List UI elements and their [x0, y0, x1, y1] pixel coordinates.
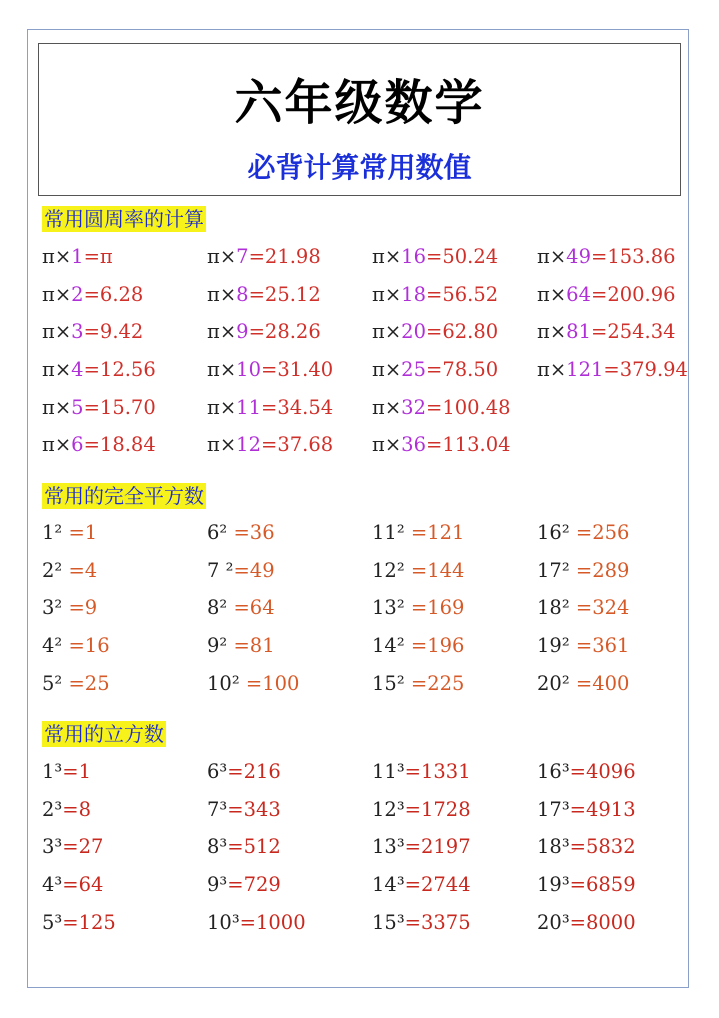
- pi-prefix: π×: [537, 320, 567, 344]
- equals-sign: =: [260, 358, 278, 382]
- multiplier: 1: [71, 245, 84, 268]
- formula-cell: [207, 596, 275, 620]
- result-value: 1: [78, 760, 91, 783]
- power-base: 6³: [207, 760, 228, 783]
- result-value: 8000: [585, 910, 636, 934]
- formula-cell: [537, 521, 629, 545]
- equals-sign: =: [83, 245, 100, 268]
- result-value: 1331: [420, 760, 471, 783]
- multiplier: 12: [236, 433, 261, 457]
- table-row: [42, 358, 688, 396]
- power-base: 17²: [537, 558, 576, 582]
- formula-cell: [372, 559, 464, 583]
- multiplier: 10: [236, 358, 261, 382]
- formula-cell: [372, 911, 471, 935]
- equals-sign: =: [410, 558, 428, 582]
- result-value: 113.04: [442, 433, 511, 457]
- result-value: 27: [78, 835, 104, 859]
- result-value: 4: [84, 558, 98, 582]
- equals-sign: =: [410, 671, 428, 695]
- formula-cell: [42, 596, 97, 620]
- table-row: [42, 634, 682, 672]
- pi-prefix: π×: [537, 282, 567, 306]
- power-base: 20²: [537, 671, 576, 695]
- result-value: 31.40: [277, 358, 334, 382]
- pi-prefix: π×: [207, 358, 237, 382]
- equals-sign: =: [575, 521, 593, 544]
- formula-cell: [42, 760, 91, 784]
- equals-sign: =: [410, 596, 428, 620]
- pi-prefix: π×: [42, 433, 72, 457]
- equals-sign: =: [83, 395, 100, 419]
- multiplier: 11: [236, 395, 261, 419]
- multiplier: 121: [566, 358, 604, 382]
- formula-cell: [537, 798, 636, 822]
- equals-sign: =: [425, 433, 443, 457]
- equals-sign: =: [575, 558, 593, 582]
- formula-cell: [537, 245, 676, 269]
- table-row: [42, 396, 682, 434]
- result-value: 144: [427, 558, 465, 582]
- power-base: 10²: [207, 671, 246, 695]
- result-value: 34.54: [277, 395, 334, 419]
- result-value: 49: [249, 558, 275, 582]
- power-base: 7 ²: [207, 558, 234, 582]
- power-base: 8²: [207, 596, 234, 620]
- formula-cell: [372, 596, 464, 620]
- multiplier: 49: [566, 245, 591, 268]
- power-base: 20³: [537, 910, 570, 934]
- formula-cell: [207, 283, 321, 307]
- formula-cell: [42, 835, 103, 859]
- result-value: 81: [249, 634, 275, 658]
- table-row: [42, 760, 682, 798]
- result-value: 200.96: [607, 282, 676, 306]
- formula-cell: [42, 911, 116, 935]
- table-row: [42, 433, 682, 471]
- result-value: 4096: [585, 760, 636, 783]
- formula-cell: [537, 320, 676, 344]
- power-base: 18²: [537, 596, 576, 620]
- table-row: [42, 798, 682, 836]
- multiplier: 81: [566, 320, 591, 344]
- equals-sign: =: [404, 835, 421, 859]
- equals-sign: =: [404, 910, 421, 934]
- table-row: [42, 835, 682, 873]
- pi-prefix: π×: [372, 358, 402, 382]
- equals-sign: =: [233, 521, 250, 544]
- result-value: π: [99, 245, 113, 268]
- result-value: 100: [262, 671, 300, 695]
- result-value: 196: [427, 634, 465, 658]
- pi-prefix: π×: [42, 320, 72, 344]
- pi-prefix: π×: [372, 320, 402, 344]
- equals-sign: =: [68, 671, 85, 695]
- result-value: 3375: [420, 910, 471, 934]
- equals-sign: =: [603, 358, 620, 382]
- equals-sign: =: [248, 320, 265, 344]
- result-value: 1000: [255, 910, 306, 934]
- equals-sign: =: [575, 634, 593, 658]
- pi-prefix: π×: [372, 282, 402, 306]
- power-base: 17³: [537, 797, 570, 821]
- multiplier: 32: [401, 395, 426, 419]
- formula-cell: [42, 521, 97, 545]
- equals-sign: =: [404, 873, 421, 897]
- pi-prefix: π×: [372, 395, 402, 419]
- equals-sign: =: [62, 760, 79, 783]
- equals-sign: =: [404, 760, 421, 783]
- equals-sign: =: [410, 634, 428, 658]
- pi-prefix: π×: [207, 245, 237, 268]
- table-row: [42, 283, 682, 321]
- power-base: 13²: [372, 596, 411, 620]
- formula-cell: [42, 433, 156, 457]
- result-value: 153.86: [607, 245, 676, 268]
- result-value: 50.24: [442, 245, 499, 268]
- result-value: 78.50: [442, 358, 499, 382]
- equals-sign: =: [260, 433, 278, 457]
- result-value: 18.84: [99, 433, 156, 457]
- pi-prefix: π×: [372, 245, 402, 268]
- result-value: 512: [243, 835, 281, 859]
- equals-sign: =: [404, 797, 421, 821]
- equals-sign: =: [62, 835, 79, 859]
- formula-cell: [537, 596, 629, 620]
- equals-sign: =: [233, 634, 250, 658]
- power-base: 16²: [537, 521, 576, 544]
- equals-sign: =: [68, 521, 85, 544]
- equals-sign: =: [245, 671, 263, 695]
- formula-cell: [42, 672, 110, 696]
- formula-cell: [372, 835, 471, 859]
- result-value: 37.68: [277, 433, 334, 457]
- formula-cell: [372, 672, 464, 696]
- equals-sign: =: [68, 596, 85, 620]
- power-base: 2³: [42, 797, 63, 821]
- equals-sign: =: [575, 671, 593, 695]
- table-row: [42, 559, 682, 597]
- result-value: 6.28: [99, 282, 144, 306]
- pi-prefix: π×: [42, 282, 72, 306]
- power-base: 5²: [42, 671, 69, 695]
- power-base: 18³: [537, 835, 570, 859]
- power-base: 15²: [372, 671, 411, 695]
- power-base: 9³: [207, 873, 228, 897]
- cubes-section-title: 常用的立方数: [44, 722, 164, 746]
- formula-cell: [537, 835, 636, 859]
- formula-cell: [372, 358, 498, 382]
- table-row: [42, 873, 682, 911]
- page-title: 六年级数学: [234, 75, 485, 131]
- formula-cell: [207, 245, 321, 269]
- result-value: 289: [592, 558, 630, 582]
- result-value: 36: [249, 521, 275, 544]
- multiplier: 6: [71, 433, 84, 457]
- formula-cell: [207, 911, 306, 935]
- table-row: [42, 320, 682, 358]
- equals-sign: =: [62, 910, 79, 934]
- multiplier: 7: [236, 245, 249, 268]
- result-value: 343: [243, 797, 281, 821]
- equals-sign: =: [575, 596, 593, 620]
- formula-cell: [372, 760, 471, 784]
- result-value: 1: [84, 521, 98, 544]
- result-value: 21.98: [264, 245, 321, 268]
- equals-sign: =: [590, 282, 608, 306]
- result-value: 64: [249, 596, 275, 620]
- pi-prefix: π×: [42, 395, 72, 419]
- formula-cell: [372, 283, 498, 307]
- pi-table: [42, 245, 688, 471]
- result-value: 125: [78, 910, 116, 934]
- equals-sign: =: [68, 634, 85, 658]
- formula-cell: [207, 396, 333, 420]
- equals-sign: =: [590, 245, 608, 268]
- formula-cell: [207, 521, 275, 545]
- equals-sign: =: [62, 797, 79, 821]
- formula-cell: [537, 358, 688, 382]
- power-base: 2²: [42, 558, 69, 582]
- result-value: 361: [592, 634, 630, 658]
- equals-sign: =: [425, 395, 443, 419]
- formula-cell: [372, 245, 498, 269]
- formula-cell: [207, 433, 333, 457]
- result-value: 8: [78, 797, 91, 821]
- power-base: 15³: [372, 910, 405, 934]
- formula-cell: [207, 559, 275, 583]
- multiplier: 20: [401, 320, 426, 344]
- table-row: [42, 245, 682, 283]
- result-value: 1728: [420, 797, 471, 821]
- result-value: 121: [427, 521, 465, 544]
- formula-cell: [42, 320, 143, 344]
- multiplier: 8: [236, 282, 249, 306]
- power-base: 3²: [42, 596, 69, 620]
- table-row: [42, 911, 682, 949]
- result-value: 9: [84, 596, 98, 620]
- equals-sign: =: [83, 433, 100, 457]
- equals-sign: =: [68, 558, 85, 582]
- formula-cell: [537, 283, 676, 307]
- multiplier: 16: [401, 245, 426, 268]
- multiplier: 3: [71, 320, 84, 344]
- formula-cell: [372, 521, 464, 545]
- power-base: 14³: [372, 873, 405, 897]
- equals-sign: =: [83, 320, 100, 344]
- power-base: 11²: [372, 521, 411, 544]
- power-base: 19²: [537, 634, 576, 658]
- equals-sign: =: [62, 873, 79, 897]
- formula-cell: [537, 760, 636, 784]
- result-value: 216: [243, 760, 281, 783]
- formula-cell: [42, 634, 110, 658]
- formula-cell: [207, 873, 281, 897]
- result-value: 62.80: [442, 320, 499, 344]
- formula-cell: [207, 320, 321, 344]
- formula-cell: [207, 358, 333, 382]
- power-base: 1²: [42, 521, 69, 544]
- formula-cell: [42, 283, 143, 307]
- result-value: 254.34: [607, 320, 676, 344]
- multiplier: 9: [236, 320, 249, 344]
- multiplier: 25: [401, 358, 426, 382]
- equals-sign: =: [425, 245, 443, 268]
- formula-cell: [42, 245, 113, 269]
- power-base: 8³: [207, 835, 228, 859]
- equals-sign: =: [590, 320, 608, 344]
- result-value: 28.26: [264, 320, 321, 344]
- formula-cell: [372, 320, 498, 344]
- formula-cell: [207, 798, 281, 822]
- pi-section-title: 常用圆周率的计算: [44, 207, 204, 231]
- table-row: [42, 521, 682, 559]
- result-value: 64: [78, 873, 104, 897]
- multiplier: 2: [71, 282, 84, 306]
- pi-prefix: π×: [207, 395, 237, 419]
- formula-cell: [207, 760, 281, 784]
- multiplier: 4: [71, 358, 84, 382]
- power-base: 10³: [207, 910, 240, 934]
- equals-sign: =: [410, 521, 428, 544]
- equals-sign: =: [233, 558, 250, 582]
- equals-sign: =: [248, 245, 265, 268]
- result-value: 729: [243, 873, 281, 897]
- power-base: 4²: [42, 634, 69, 658]
- equals-sign: =: [260, 395, 278, 419]
- power-base: 6²: [207, 521, 234, 544]
- equals-sign: =: [569, 873, 586, 897]
- power-base: 11³: [372, 760, 405, 783]
- formula-cell: [207, 835, 281, 859]
- result-value: 379.94: [619, 358, 688, 382]
- result-value: 100.48: [442, 395, 511, 419]
- formula-cell: [42, 396, 156, 420]
- cubes-table: [42, 760, 682, 948]
- formula-cell: [372, 873, 471, 897]
- result-value: 4913: [585, 797, 636, 821]
- equals-sign: =: [227, 873, 244, 897]
- formula-cell: [372, 433, 511, 457]
- pi-prefix: π×: [42, 358, 72, 382]
- power-base: 13³: [372, 835, 405, 859]
- equals-sign: =: [239, 910, 256, 934]
- formula-cell: [537, 559, 629, 583]
- equals-sign: =: [227, 835, 244, 859]
- equals-sign: =: [569, 760, 586, 783]
- formula-cell: [42, 559, 97, 583]
- formula-cell: [537, 634, 629, 658]
- equals-sign: =: [248, 282, 265, 306]
- pi-prefix: π×: [537, 245, 567, 268]
- squares-table: [42, 521, 682, 709]
- pi-prefix: π×: [207, 282, 237, 306]
- formula-cell: [372, 798, 471, 822]
- pi-prefix: π×: [207, 320, 237, 344]
- power-base: 7³: [207, 797, 228, 821]
- result-value: 15.70: [99, 395, 156, 419]
- pi-prefix: π×: [372, 433, 402, 457]
- equals-sign: =: [227, 760, 244, 783]
- result-value: 2744: [420, 873, 471, 897]
- result-value: 25: [84, 671, 110, 695]
- power-base: 12³: [372, 797, 405, 821]
- equals-sign: =: [227, 797, 244, 821]
- title-box: [38, 43, 681, 196]
- table-row: [42, 672, 682, 710]
- multiplier: 5: [71, 395, 84, 419]
- formula-cell: [207, 634, 275, 658]
- formula-cell: [42, 358, 156, 382]
- result-value: 6859: [585, 873, 636, 897]
- page-subtitle: 必背计算常用数值: [247, 151, 472, 184]
- formula-cell: [537, 672, 629, 696]
- multiplier: 64: [566, 282, 591, 306]
- result-value: 256: [592, 521, 630, 544]
- power-base: 1³: [42, 760, 63, 783]
- pi-prefix: π×: [537, 358, 567, 382]
- formula-cell: [42, 873, 103, 897]
- power-base: 19³: [537, 873, 570, 897]
- formula-cell: [42, 798, 91, 822]
- result-value: 25.12: [264, 282, 321, 306]
- formula-cell: [537, 873, 636, 897]
- equals-sign: =: [569, 835, 586, 859]
- result-value: 400: [592, 671, 630, 695]
- result-value: 16: [84, 634, 110, 658]
- result-value: 56.52: [442, 282, 499, 306]
- formula-cell: [372, 396, 511, 420]
- result-value: 169: [427, 596, 465, 620]
- equals-sign: =: [569, 797, 586, 821]
- result-value: 324: [592, 596, 630, 620]
- equals-sign: =: [425, 358, 443, 382]
- result-value: 12.56: [99, 358, 156, 382]
- formula-cell: [537, 911, 636, 935]
- result-value: 2197: [420, 835, 471, 859]
- power-base: 9²: [207, 634, 234, 658]
- result-value: 225: [427, 671, 465, 695]
- table-row: [42, 596, 682, 634]
- equals-sign: =: [83, 358, 100, 382]
- equals-sign: =: [425, 320, 443, 344]
- squares-section-title: 常用的完全平方数: [44, 484, 204, 508]
- pi-prefix: π×: [42, 245, 72, 268]
- multiplier: 18: [401, 282, 426, 306]
- result-value: 9.42: [99, 320, 144, 344]
- equals-sign: =: [569, 910, 586, 934]
- formula-cell: [372, 634, 464, 658]
- equals-sign: =: [233, 596, 250, 620]
- formula-cell: [207, 672, 299, 696]
- equals-sign: =: [425, 282, 443, 306]
- power-base: 4³: [42, 873, 63, 897]
- multiplier: 36: [401, 433, 426, 457]
- power-base: 16³: [537, 760, 570, 783]
- result-value: 5832: [585, 835, 636, 859]
- power-base: 14²: [372, 634, 411, 658]
- pi-prefix: π×: [207, 433, 237, 457]
- power-base: 5³: [42, 910, 63, 934]
- power-base: 3³: [42, 835, 63, 859]
- power-base: 12²: [372, 558, 411, 582]
- equals-sign: =: [83, 282, 100, 306]
